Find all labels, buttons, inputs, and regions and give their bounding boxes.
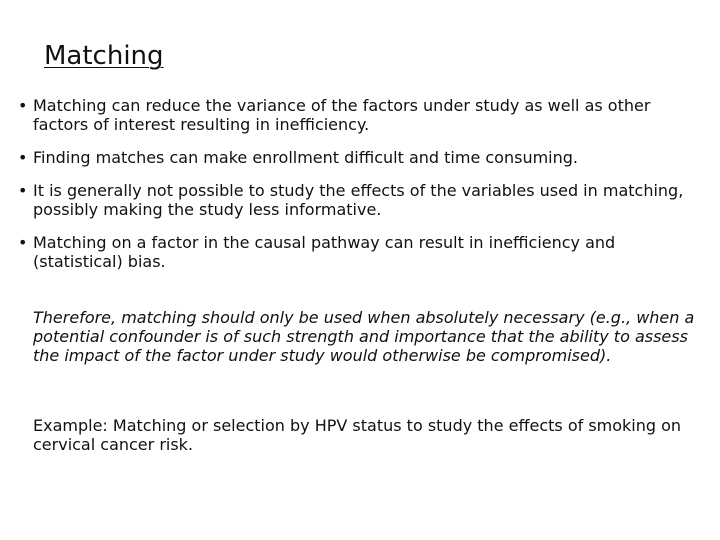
- bullet-item: [18, 181, 698, 219]
- bullet-text: It is generally not possible to study the effects of the variables used in matching, possibly making the study less informative.: [33, 181, 684, 219]
- bullet-dot-icon: •: [18, 233, 28, 252]
- bullet-text: Matching can reduce the variance of the factors under study as well as other factors of interest resulting in inefficiency.: [33, 96, 651, 134]
- bullet-dot-icon: •: [18, 181, 28, 200]
- bullet-text: Matching on a factor in the causal pathway can result in inefficiency and (statistical) bias.: [33, 233, 616, 271]
- bullet-dot-icon: •: [18, 148, 28, 167]
- bullet-item: [18, 148, 698, 167]
- slide-title: Matching: [44, 41, 164, 71]
- bullet-text: Finding matches can make enrollment difficult and time consuming.: [33, 148, 578, 167]
- bullet-list: [18, 96, 698, 285]
- bullet-item: [18, 233, 698, 271]
- therefore-note: Therefore, matching should only be used when absolutely necessary (e.g., when a potential confounder is of such strength and importance that the ability to assess the impact of the factor under study would otherwise be compromised).: [33, 308, 695, 365]
- bullet-item: [18, 96, 698, 134]
- example-note: Example: Matching or selection by HPV status to study the effects of smoking on cervical cancer risk.: [33, 416, 682, 454]
- bullet-dot-icon: •: [18, 96, 28, 115]
